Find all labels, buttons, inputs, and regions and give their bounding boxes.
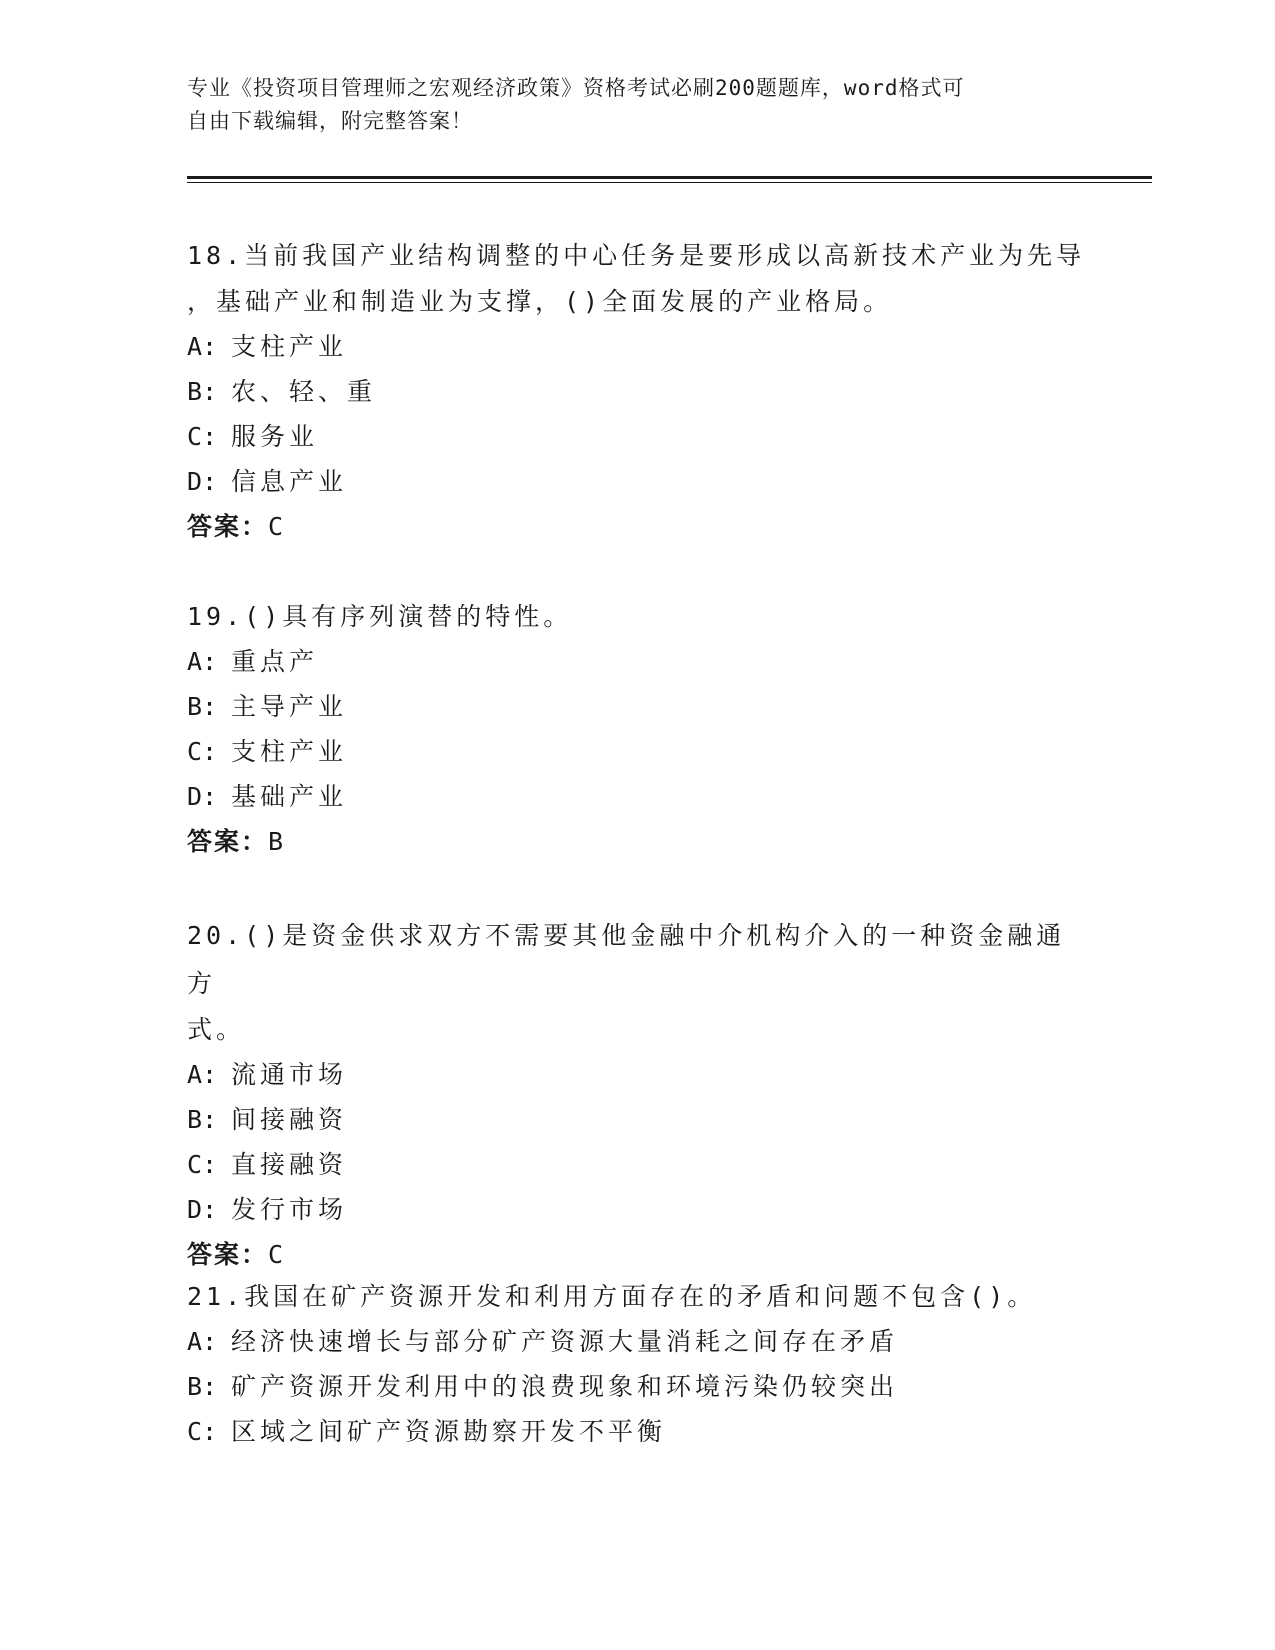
answer-value: C (268, 1240, 286, 1269)
header-line-1: 专业《投资项目管理师之宏观经济政策》资格考试必刷200题题库，word格式可 (187, 76, 965, 100)
option-letter: B: (187, 692, 218, 721)
option-c (187, 1409, 1087, 1454)
option-c (187, 414, 1087, 459)
question-stem-line: 20.()是资金供求双方不需要其他金融中介机构介入的一种资金融通方 (187, 921, 1066, 998)
option-d (187, 774, 1087, 819)
question-20 (187, 912, 1087, 1278)
option-b (187, 684, 1087, 729)
option-text: 主导产业 (231, 692, 348, 721)
option-text: 支柱产业 (231, 332, 348, 361)
option-letter: D: (187, 782, 218, 811)
option-text: 间接融资 (231, 1105, 348, 1134)
option-a (187, 324, 1087, 369)
option-d (187, 459, 1087, 504)
header-line-2: 自由下载编辑，附完整答案！ (187, 109, 473, 133)
answer-line (187, 1232, 1087, 1278)
option-text: 矿产资源开发利用中的浪费现象和环境污染仍较突出 (231, 1372, 899, 1401)
answer-value: C (268, 512, 286, 541)
question-21 (187, 1273, 1087, 1454)
answer-label: 答案： (187, 512, 269, 541)
answer-label: 答案： (187, 827, 269, 856)
option-text: 支柱产业 (231, 737, 348, 766)
option-text: 基础产业 (231, 782, 348, 811)
option-text: 信息产业 (231, 467, 348, 496)
option-a (187, 1052, 1087, 1097)
option-text: 农、轻、重 (231, 377, 377, 406)
option-b (187, 1364, 1087, 1409)
option-letter: C: (187, 737, 218, 766)
question-stem-line: 式。 (187, 1015, 246, 1044)
option-letter: B: (187, 1105, 218, 1134)
option-letter: A: (187, 647, 218, 676)
option-a (187, 639, 1087, 684)
option-a (187, 1319, 1087, 1364)
option-letter: C: (187, 1417, 218, 1446)
answer-label: 答案： (187, 1240, 269, 1269)
option-text: 服务业 (231, 422, 319, 451)
option-text: 经济快速增长与部分矿产资源大量消耗之间存在矛盾 (231, 1327, 899, 1356)
option-text: 直接融资 (231, 1150, 348, 1179)
question-18 (187, 232, 1087, 550)
header-divider-thick (187, 176, 1152, 179)
option-c (187, 729, 1087, 774)
answer-line (187, 504, 1087, 550)
question-stem-line: 18.当前我国产业结构调整的中心任务是要形成以高新技术产业为先导 (187, 241, 1086, 270)
question-stem-line: 21.我国在矿产资源开发和利用方面存在的矛盾和问题不包含()。 (187, 1282, 1037, 1311)
option-d (187, 1187, 1087, 1232)
question-stem-line: 19.()具有序列演替的特性。 (187, 602, 573, 631)
option-b (187, 369, 1087, 414)
option-letter: D: (187, 1195, 218, 1224)
answer-line (187, 819, 1087, 865)
option-letter: D: (187, 467, 218, 496)
option-text: 重点产 (231, 647, 319, 676)
header-divider-thin (187, 182, 1152, 183)
option-letter: C: (187, 1150, 218, 1179)
question-stem-line: ，基础产业和制造业为支撑，()全面发展的产业格局。 (187, 287, 893, 316)
option-letter: A: (187, 1060, 218, 1089)
answer-value: B (268, 827, 286, 856)
option-text: 流通市场 (231, 1060, 348, 1089)
option-c (187, 1142, 1087, 1187)
document-header (187, 72, 1067, 138)
option-b (187, 1097, 1087, 1142)
option-text: 发行市场 (231, 1195, 348, 1224)
option-letter: A: (187, 1327, 218, 1356)
option-text: 区域之间矿产资源勘察开发不平衡 (231, 1417, 667, 1446)
option-letter: B: (187, 377, 218, 406)
option-letter: C: (187, 422, 218, 451)
question-19 (187, 593, 1087, 865)
option-letter: A: (187, 332, 218, 361)
option-letter: B: (187, 1372, 218, 1401)
